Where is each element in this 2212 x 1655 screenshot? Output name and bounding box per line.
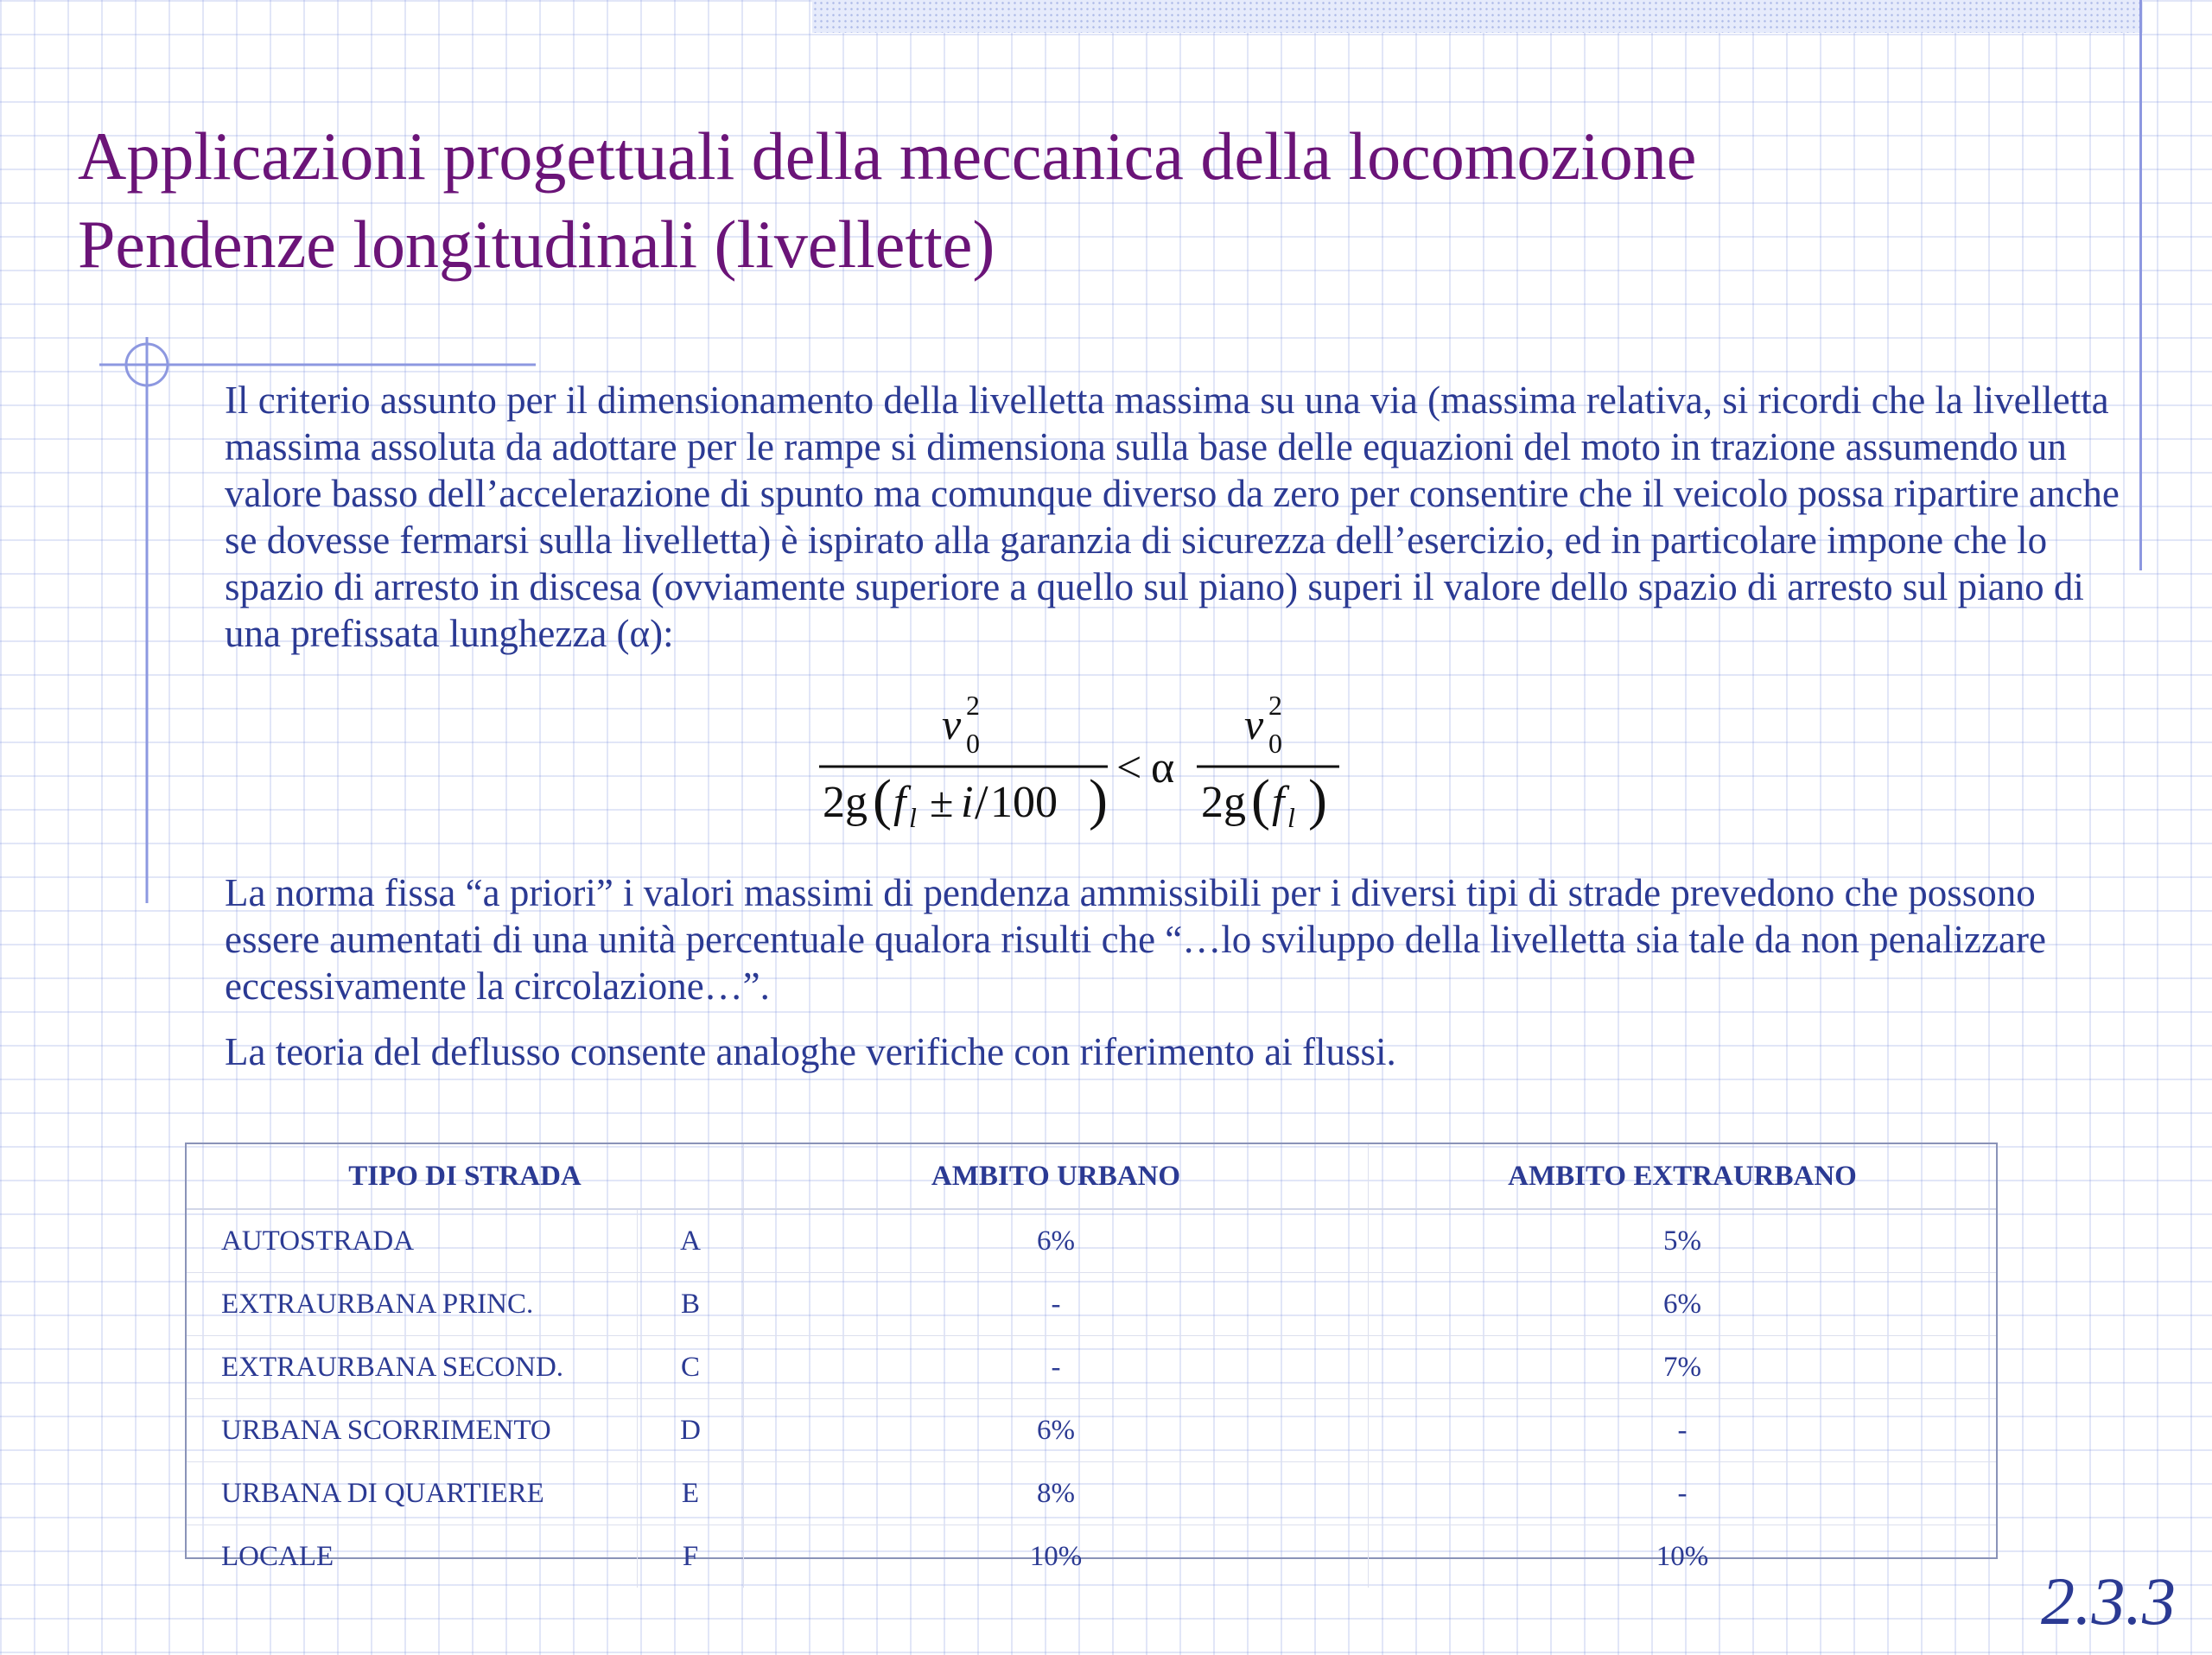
table-row bbox=[187, 1273, 1996, 1336]
cell-road-type: URBANA SCORRIMENTO bbox=[187, 1399, 638, 1462]
cell-road-code: F bbox=[638, 1525, 744, 1588]
rhs-num-sub: 0 bbox=[1268, 728, 1282, 759]
lhs-den-i: i bbox=[961, 778, 974, 827]
cell-extraurban-value: 10% bbox=[1656, 1540, 1709, 1572]
stopping-distance-formula bbox=[804, 687, 1357, 843]
lhs-den-open: ( bbox=[873, 768, 892, 831]
lhs-num-sub: 0 bbox=[966, 728, 980, 759]
table-row bbox=[187, 1336, 1996, 1399]
cell-road-code: A bbox=[638, 1209, 744, 1273]
cell-urban-value: - bbox=[744, 1273, 1369, 1336]
less-than-operator: < bbox=[1116, 743, 1142, 792]
lhs-den-2g: 2g bbox=[823, 778, 868, 827]
cell-urban-value: 6% bbox=[744, 1399, 1369, 1462]
cell-road-code: D bbox=[638, 1399, 744, 1462]
lhs-den-fsub: l bbox=[909, 802, 917, 833]
title-line-1: Applicazioni progettuali della meccanica della locomozione bbox=[78, 118, 1697, 194]
slide-number: 2.3.3 bbox=[2041, 1563, 2176, 1639]
rhs-den-fsub: l bbox=[1287, 802, 1295, 833]
rhs-den-2g: 2g bbox=[1201, 778, 1246, 827]
cell-extraurban-value: - bbox=[1369, 1399, 1997, 1462]
cell-urban-value: 8% bbox=[744, 1462, 1369, 1525]
title-line-2: Pendenze longitudinali (livellette) bbox=[78, 207, 995, 282]
header-road-type: TIPO DI STRADA bbox=[187, 1144, 744, 1209]
cell-urban-value: - bbox=[744, 1336, 1369, 1399]
lhs-den-f: f bbox=[893, 778, 906, 827]
cell-road-code: C bbox=[638, 1336, 744, 1399]
paragraph-norm: La norma fissa “a priori” i valori massimi di pendenza ammissibili per i diversi tipi di strade prevedono che possono essere aumentati di una unità percentuale qualora risulti che “…lo sviluppo della livelletta sia tale da non penalizzare eccessivamente la circolazione…”. bbox=[225, 871, 2046, 1008]
cell-road-code: E bbox=[638, 1462, 744, 1525]
cell-urban-value: 10% bbox=[744, 1525, 1369, 1588]
cell-road-type: EXTRAURBANA PRINC. bbox=[187, 1273, 638, 1336]
table-row bbox=[187, 1462, 1996, 1525]
rhs-num-v: v bbox=[1244, 700, 1264, 748]
rhs-den-open: ( bbox=[1251, 768, 1270, 831]
max-slope-table bbox=[185, 1143, 1998, 1572]
rhs-den-f: f bbox=[1272, 778, 1285, 827]
cell-road-type: AUTOSTRADA bbox=[187, 1209, 638, 1273]
max-slope-table-grid bbox=[187, 1144, 1996, 1588]
cell-extraurban-value: 7% bbox=[1369, 1336, 1997, 1399]
paragraph-flow-theory: La teoria del deflusso consente analoghe verifiche con riferimento ai flussi. bbox=[225, 1030, 1396, 1073]
lhs-den-100: 100 bbox=[990, 778, 1058, 827]
cell-extraurban-value: 6% bbox=[1369, 1273, 1997, 1336]
slide-title bbox=[78, 112, 1696, 289]
table-row bbox=[187, 1525, 1996, 1588]
cell-road-code: B bbox=[638, 1273, 744, 1336]
rhs-num-sup: 2 bbox=[1268, 690, 1282, 721]
alpha-symbol: α bbox=[1151, 743, 1175, 792]
cell-extraurban-value: - bbox=[1369, 1462, 1997, 1525]
cell-road-type: URBANA DI QUARTIERE bbox=[187, 1462, 638, 1525]
right-decorative-line bbox=[2139, 0, 2142, 570]
lhs-num-v: v bbox=[942, 700, 962, 748]
cell-road-type: LOCALE bbox=[187, 1525, 638, 1588]
cell-road-type: EXTRAURBANA SECOND. bbox=[187, 1336, 638, 1399]
top-decorative-band bbox=[812, 0, 2143, 33]
header-urban: AMBITO URBANO bbox=[744, 1144, 1369, 1209]
table-row bbox=[187, 1209, 1996, 1273]
lhs-den-slash: / bbox=[975, 776, 988, 830]
table-header-row bbox=[187, 1144, 1996, 1209]
header-extraurban: AMBITO EXTRAURBANO bbox=[1369, 1144, 1997, 1209]
lhs-num-sup: 2 bbox=[966, 690, 980, 721]
table-row bbox=[187, 1399, 1996, 1462]
cell-urban-value: 6% bbox=[744, 1209, 1369, 1273]
lhs-den-pm: ± bbox=[930, 778, 954, 826]
rhs-den-close: ) bbox=[1308, 768, 1327, 831]
paragraph-criterion: Il criterio assunto per il dimensionamento della livelletta massima su una via (massima relativa, si ricordi che la livelletta massima assoluta da adottare per le rampe si dimensiona sulla base delle equazioni del moto in trazione assumendo un valore basso dell’accelerazione di spunto ma comunque diverso da zero per consentire che il veicolo possa ripartire anche se dovesse fermarsi sulla livelletta) è ispirato alla garanzia di sicurezza dell’esercizio, ed in particolare impone che lo spazio di arresto in discesa (ovviamente superiore a quello sul piano) superi il valore dello spazio di arresto sul piano di una prefissata lunghezza (α): bbox=[225, 379, 2120, 655]
cell-extraurban-value: 5% bbox=[1369, 1209, 1997, 1273]
lhs-den-close: ) bbox=[1089, 768, 1108, 831]
